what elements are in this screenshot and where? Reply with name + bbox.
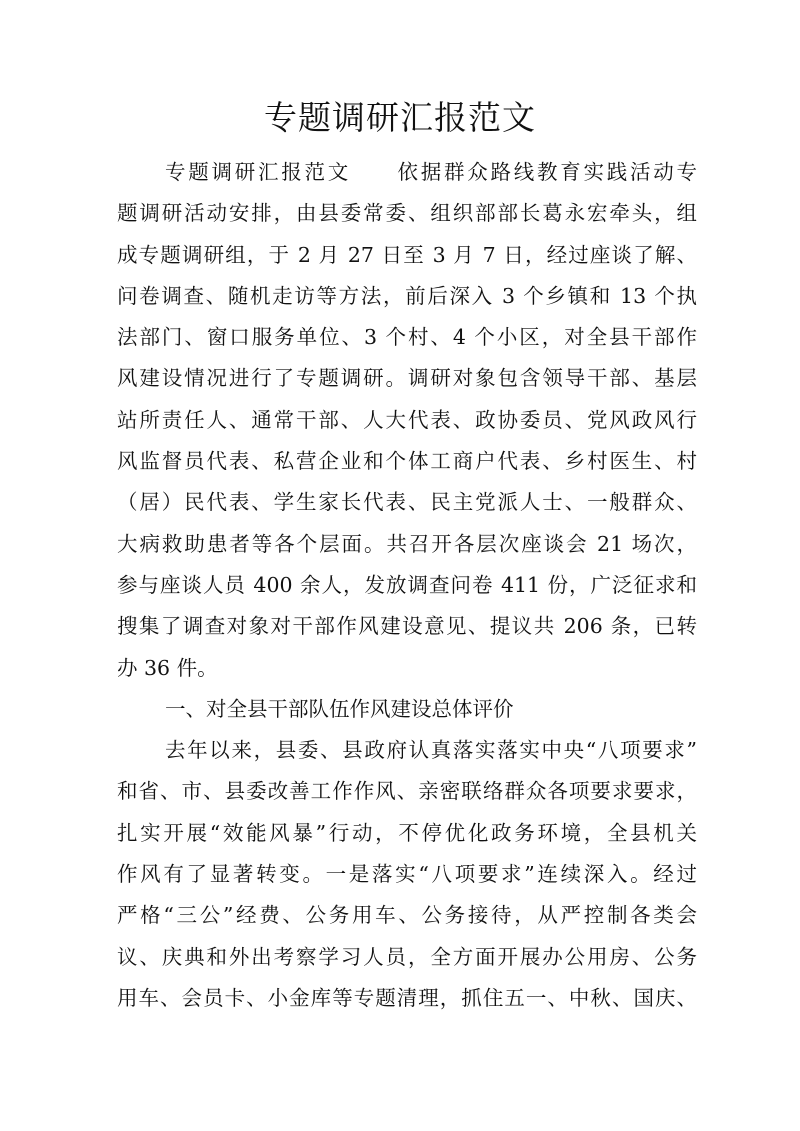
paragraph-1-line-5: 法部门、窗口服务单位、3 个村、4 个小区，对全县干部作: [117, 325, 697, 350]
document-title: 专题调研汇报范文: [264, 98, 536, 137]
paragraph-2-line-2: 和省、市、县委改善工作作风、亲密联络群众各项要求要求，: [117, 779, 697, 804]
paragraph-1-line-7: 站所责任人、通常干部、人大代表、政协委员、党风政风行: [117, 407, 697, 432]
paragraph-2-line-3: 扎实开展“效能风暴”行动，不停优化政务环境，全县机关: [117, 820, 697, 845]
paragraph-1-line-10: 大病救助患者等各个层面。共召开各层次座谈会 21 场次，: [117, 531, 697, 556]
paragraph-1-line-12: 搜集了调查对象对干部作风建设意见、提议共 206 条，已转: [117, 614, 697, 639]
section-heading-1: 一、对全县干部队伍作风建设总体评价: [165, 696, 514, 721]
paragraph-1-line-2: 题调研活动安排，由县委常委、组织部部长葛永宏牵头，组: [117, 201, 697, 226]
paragraph-1-line-9: （居）民代表、学生家长代表、民主党派人士、一般群众、: [117, 490, 697, 515]
paragraph-1-line-8: 风监督员代表、私营企业和个体工商户代表、乡村医生、村: [117, 449, 697, 474]
paragraph-1-line-13: 办 36 件。: [117, 655, 218, 680]
paragraph-2-line-5: 严格“三公”经费、公务用车、公务接待，从严控制各类会: [117, 903, 697, 928]
paragraph-2-line-7: 用车、会员卡、小金库等专题清理，抓住五一、中秋、国庆、: [117, 985, 697, 1010]
paragraph-1-line-11: 参与座谈人员 400 余人，发放调查问卷 411 份，广泛征求和: [117, 572, 697, 597]
paragraph-1-line-4: 问卷调查、随机走访等方法，前后深入 3 个乡镇和 13 个执: [117, 283, 697, 308]
paragraph-1-line-6: 风建设情况进行了专题调研。调研对象包含领导干部、基层: [117, 366, 697, 391]
document-body: [117, 152, 697, 1019]
paragraph-2-line-6: 议、庆典和外出考察学习人员，全方面开展办公用房、公务: [117, 944, 697, 969]
paragraph-2-line-1: 去年以来，县委、县政府认真落实落实中央“八项要求”: [165, 738, 697, 763]
paragraph-2-line-4: 作风有了显著转变。一是落实“八项要求”连续深入。经过: [117, 862, 697, 887]
paragraph-1-line-1: 专题调研汇报范文 依据群众路线教育实践活动专: [165, 160, 697, 184]
paragraph-1-line-3: 成专题调研组，于 2 月 27 日至 3 月 7 日，经过座谈了解、: [117, 242, 697, 267]
